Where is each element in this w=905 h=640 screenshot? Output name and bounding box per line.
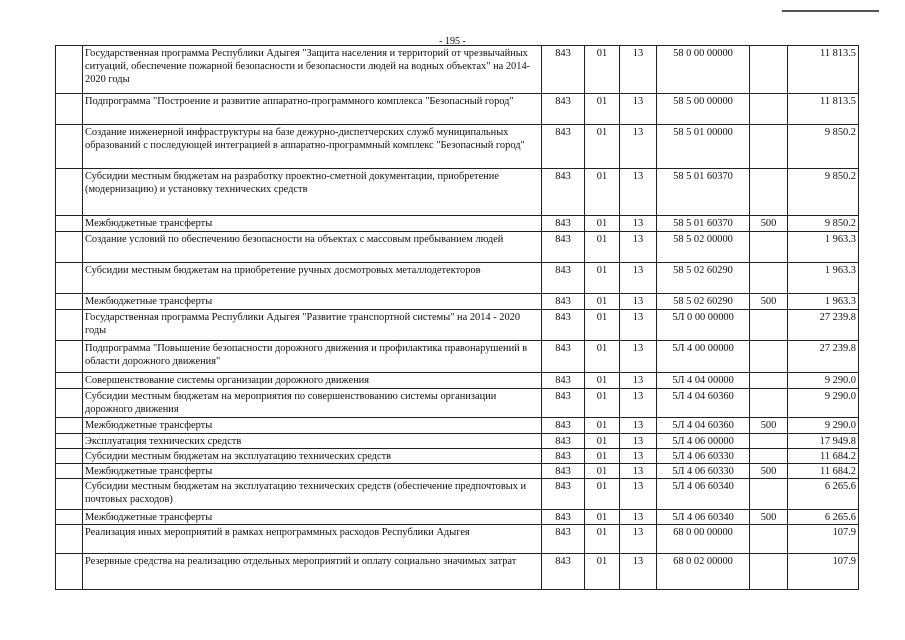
row-sum: 9 290.0 (788, 418, 859, 434)
row-sum: 27 239.8 (788, 341, 859, 373)
row-name: Создание условий по обеспечению безопасности на объектах с массовым пребыванием людей (83, 232, 542, 263)
row-code: 843 (542, 310, 585, 341)
budget-table (55, 45, 859, 590)
row-subsection: 13 (620, 263, 657, 294)
row-section: 01 (585, 434, 620, 449)
row-code: 843 (542, 263, 585, 294)
row-expense-type: 500 (750, 294, 788, 310)
row-target-article: 5Л 0 00 00000 (657, 310, 750, 341)
row-sum: 11 813.5 (788, 94, 859, 125)
row-subsection: 13 (620, 125, 657, 169)
row-sum: 11 684.2 (788, 464, 859, 479)
row-sum: 11 813.5 (788, 46, 859, 94)
row-subsection: 13 (620, 389, 657, 418)
row-expense-type (750, 169, 788, 216)
row-expense-type (750, 310, 788, 341)
table-row (56, 232, 859, 263)
row-blank-cell (56, 125, 83, 169)
row-section: 01 (585, 479, 620, 510)
row-expense-type (750, 434, 788, 449)
row-subsection: 13 (620, 464, 657, 479)
row-code: 843 (542, 554, 585, 590)
table-row (56, 479, 859, 510)
row-target-article: 5Л 4 06 60340 (657, 479, 750, 510)
row-section: 01 (585, 232, 620, 263)
row-target-article: 58 0 00 00000 (657, 46, 750, 94)
row-expense-type (750, 479, 788, 510)
row-section: 01 (585, 169, 620, 216)
row-sum: 27 239.8 (788, 310, 859, 341)
row-name: Субсидии местным бюджетам на эксплуатацию технических средств (83, 449, 542, 464)
table-row (56, 434, 859, 449)
row-sum: 107.9 (788, 554, 859, 590)
row-name: Субсидии местным бюджетам на разработку проектно-сметной документации, приобретение (модернизацию) и установку технических средств (83, 169, 542, 216)
table-row (56, 94, 859, 125)
row-blank-cell (56, 294, 83, 310)
table-row (56, 216, 859, 232)
row-section: 01 (585, 94, 620, 125)
row-target-article: 58 5 02 60290 (657, 294, 750, 310)
table-row (56, 464, 859, 479)
row-section: 01 (585, 310, 620, 341)
row-name: Создание инженерной инфраструктуры на базе дежурно-диспетчерских служб муниципальных образований с последующей интеграцией в аппаратно-программный комплекс "Безопасный город" (83, 125, 542, 169)
row-name: Субсидии местным бюджетам на эксплуатацию технических средств (обеспечение предпочтовых и почтовых расходов) (83, 479, 542, 510)
row-code: 843 (542, 389, 585, 418)
row-subsection: 13 (620, 169, 657, 216)
row-code: 843 (542, 449, 585, 464)
row-blank-cell (56, 479, 83, 510)
row-target-article: 68 0 00 00000 (657, 525, 750, 554)
row-name: Субсидии местным бюджетам на приобретение ручных досмотровых металлодетекторов (83, 263, 542, 294)
row-section: 01 (585, 554, 620, 590)
row-subsection: 13 (620, 46, 657, 94)
row-subsection: 13 (620, 525, 657, 554)
row-section: 01 (585, 525, 620, 554)
row-blank-cell (56, 389, 83, 418)
row-blank-cell (56, 373, 83, 389)
row-code: 843 (542, 94, 585, 125)
row-expense-type: 500 (750, 418, 788, 434)
row-expense-type: 500 (750, 510, 788, 525)
row-section: 01 (585, 389, 620, 418)
table-row (56, 125, 859, 169)
row-subsection: 13 (620, 216, 657, 232)
row-section: 01 (585, 125, 620, 169)
row-section: 01 (585, 216, 620, 232)
row-expense-type (750, 125, 788, 169)
row-target-article: 5Л 4 04 60360 (657, 418, 750, 434)
row-name: Подпрограмма "Повышение безопасности дорожного движения и профилактика правонарушений в области дорожного движения" (83, 341, 542, 373)
row-sum: 9 290.0 (788, 373, 859, 389)
row-blank-cell (56, 525, 83, 554)
page-number: - 195 - (439, 36, 466, 47)
row-code: 843 (542, 294, 585, 310)
row-subsection: 13 (620, 94, 657, 125)
row-section: 01 (585, 263, 620, 294)
row-target-article: 58 5 02 00000 (657, 232, 750, 263)
row-blank-cell (56, 418, 83, 434)
row-name: Межбюджетные трансферты (83, 464, 542, 479)
row-blank-cell (56, 554, 83, 590)
table-row (56, 169, 859, 216)
table-row (56, 46, 859, 94)
row-section: 01 (585, 341, 620, 373)
row-subsection: 13 (620, 449, 657, 464)
table-row (56, 510, 859, 525)
row-code: 843 (542, 341, 585, 373)
table-row (56, 373, 859, 389)
row-name: Государственная программа Республики Адыгея "Развитие транспортной системы" на 2014 - 2020 годы (83, 310, 542, 341)
row-section: 01 (585, 510, 620, 525)
row-blank-cell (56, 449, 83, 464)
row-sum: 9 850.2 (788, 216, 859, 232)
row-subsection: 13 (620, 434, 657, 449)
row-target-article: 5Л 4 06 60330 (657, 449, 750, 464)
table-row (56, 263, 859, 294)
row-name: Государственная программа Республики Адыгея "Защита населения и территорий от чрезвычайных ситуаций, обеспечение пожарной безопасности и безопасности людей на водных объектах" на 2014-2020 годы (83, 46, 542, 94)
row-blank-cell (56, 434, 83, 449)
row-section: 01 (585, 373, 620, 389)
row-name: Субсидии местным бюджетам на мероприятия по совершенствованию системы организации дорожного движения (83, 389, 542, 418)
row-sum: 107.9 (788, 525, 859, 554)
row-expense-type (750, 389, 788, 418)
row-blank-cell (56, 310, 83, 341)
row-target-article: 68 0 02 00000 (657, 554, 750, 590)
row-code: 843 (542, 434, 585, 449)
row-blank-cell (56, 464, 83, 479)
row-blank-cell (56, 341, 83, 373)
row-expense-type (750, 525, 788, 554)
row-sum: 6 265.6 (788, 510, 859, 525)
row-target-article: 58 5 02 60290 (657, 263, 750, 294)
row-target-article: 58 5 01 00000 (657, 125, 750, 169)
row-section: 01 (585, 46, 620, 94)
row-code: 843 (542, 479, 585, 510)
row-code: 843 (542, 169, 585, 216)
row-expense-type (750, 46, 788, 94)
row-code: 843 (542, 464, 585, 479)
row-section: 01 (585, 294, 620, 310)
table-row (56, 294, 859, 310)
row-target-article: 5Л 4 06 60330 (657, 464, 750, 479)
row-sum: 1 963.3 (788, 294, 859, 310)
table-row (56, 310, 859, 341)
table-row (56, 418, 859, 434)
row-sum: 9 850.2 (788, 169, 859, 216)
row-target-article: 5Л 4 04 60360 (657, 389, 750, 418)
row-sum: 17 949.8 (788, 434, 859, 449)
row-code: 843 (542, 216, 585, 232)
row-sum: 1 963.3 (788, 263, 859, 294)
row-target-article: 5Л 4 06 00000 (657, 434, 750, 449)
row-blank-cell (56, 169, 83, 216)
row-expense-type: 500 (750, 464, 788, 479)
row-code: 843 (542, 373, 585, 389)
row-code: 843 (542, 46, 585, 94)
row-target-article: 5Л 4 04 00000 (657, 373, 750, 389)
row-code: 843 (542, 510, 585, 525)
row-name: Совершенствование системы организации дорожного движения (83, 373, 542, 389)
row-expense-type: 500 (750, 216, 788, 232)
row-subsection: 13 (620, 310, 657, 341)
row-expense-type (750, 373, 788, 389)
table-row (56, 341, 859, 373)
row-subsection: 13 (620, 294, 657, 310)
row-code: 843 (542, 525, 585, 554)
row-code: 843 (542, 125, 585, 169)
row-subsection: 13 (620, 479, 657, 510)
row-code: 843 (542, 232, 585, 263)
row-name: Межбюджетные трансферты (83, 510, 542, 525)
row-subsection: 13 (620, 554, 657, 590)
row-subsection: 13 (620, 341, 657, 373)
row-subsection: 13 (620, 418, 657, 434)
row-sum: 6 265.6 (788, 479, 859, 510)
row-target-article: 58 5 01 60370 (657, 216, 750, 232)
table-row (56, 389, 859, 418)
row-target-article: 5Л 4 00 00000 (657, 341, 750, 373)
row-target-article: 58 5 01 60370 (657, 169, 750, 216)
row-blank-cell (56, 232, 83, 263)
row-blank-cell (56, 510, 83, 525)
row-blank-cell (56, 263, 83, 294)
row-sum: 9 850.2 (788, 125, 859, 169)
corner-rule (782, 10, 879, 12)
row-name: Резервные средства на реализацию отдельных мероприятий и оплату социально значимых затрат (83, 554, 542, 590)
row-name: Подпрограмма "Построение и развитие аппаратно-программного комплекса "Безопасный город" (83, 94, 542, 125)
row-name: Межбюджетные трансферты (83, 216, 542, 232)
row-expense-type (750, 341, 788, 373)
row-name: Межбюджетные трансферты (83, 294, 542, 310)
row-blank-cell (56, 94, 83, 125)
row-subsection: 13 (620, 510, 657, 525)
row-subsection: 13 (620, 232, 657, 263)
budget-table-body (56, 46, 859, 590)
row-target-article: 58 5 00 00000 (657, 94, 750, 125)
row-name: Реализация иных мероприятий в рамках непрограммных расходов Республики Адыгея (83, 525, 542, 554)
row-expense-type (750, 94, 788, 125)
row-section: 01 (585, 464, 620, 479)
row-expense-type (750, 232, 788, 263)
row-target-article: 5Л 4 06 60340 (657, 510, 750, 525)
row-name: Эксплуатация технических средств (83, 434, 542, 449)
row-expense-type (750, 554, 788, 590)
row-code: 843 (542, 418, 585, 434)
row-section: 01 (585, 449, 620, 464)
row-blank-cell (56, 216, 83, 232)
row-sum: 9 290.0 (788, 389, 859, 418)
row-expense-type (750, 449, 788, 464)
row-blank-cell (56, 46, 83, 94)
row-subsection: 13 (620, 373, 657, 389)
row-section: 01 (585, 418, 620, 434)
row-sum: 11 684.2 (788, 449, 859, 464)
table-row (56, 554, 859, 590)
row-sum: 1 963.3 (788, 232, 859, 263)
row-name: Межбюджетные трансферты (83, 418, 542, 434)
table-row (56, 525, 859, 554)
row-expense-type (750, 263, 788, 294)
table-row (56, 449, 859, 464)
